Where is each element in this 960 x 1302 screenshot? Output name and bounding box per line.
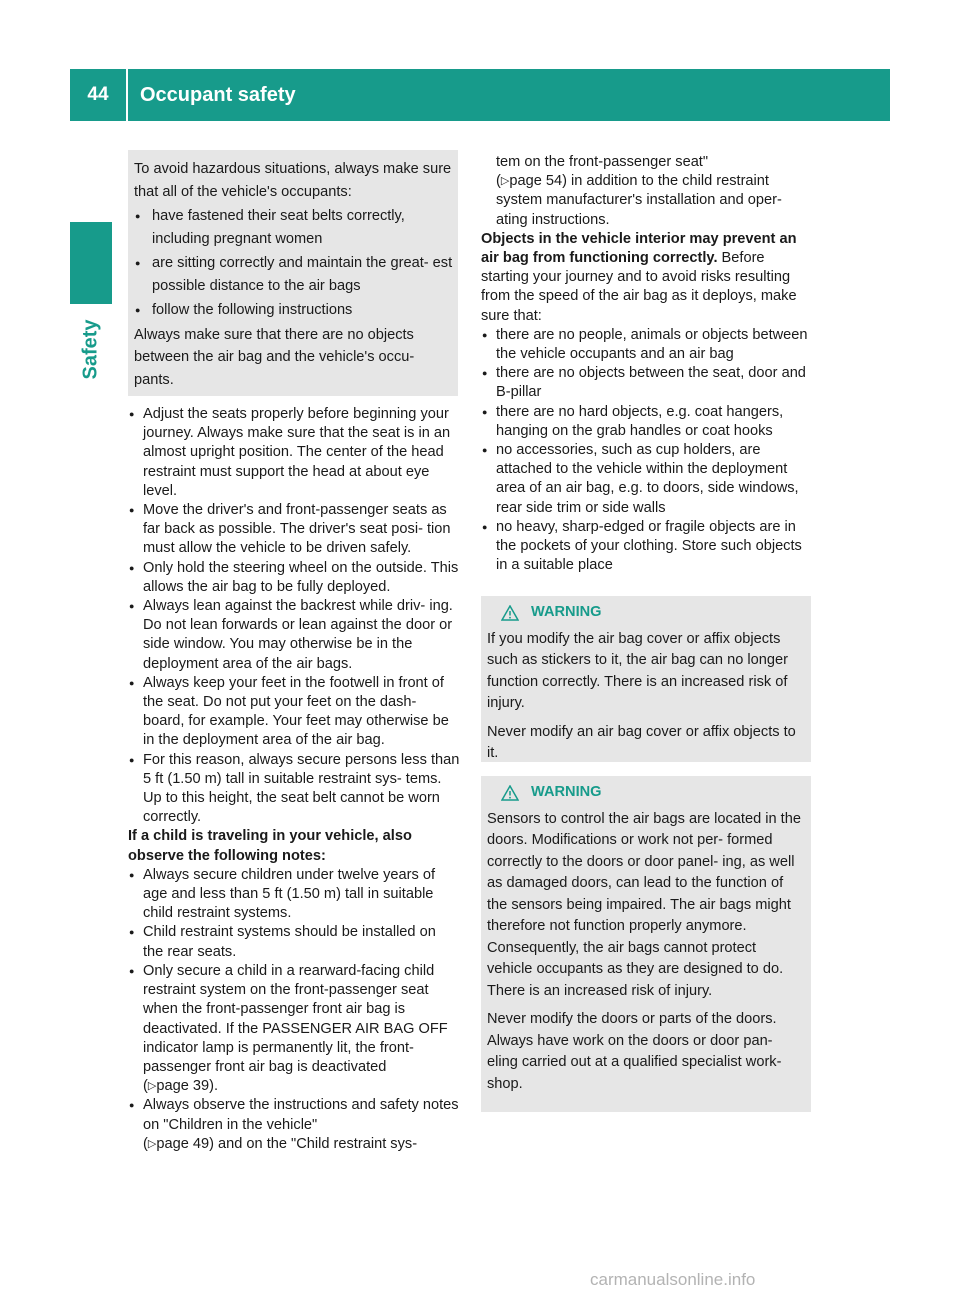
warning-body — [487, 809, 803, 1096]
page-ref-link[interactable]: page 54) in addition to the child restraint system manufacturer's installation and oper- ating instructions. — [496, 173, 782, 228]
occupant-notice-box — [128, 150, 458, 396]
side-tab-marker — [70, 222, 112, 304]
warning-box — [481, 776, 811, 1112]
objects-heading: Objects in the vehicle interior may prevent an air bag from functioning correctly. — [481, 230, 797, 267]
list-item: ● Only hold the steering wheel on the outside. This allows the air bag to be fully deployed. — [128, 559, 460, 597]
list-item: ● follow the following instructions — [134, 299, 458, 322]
list-item: ● no heavy, sharp-edged or fragile objects are in the pockets of your clothing. Store such objects in a suitable place — [481, 518, 813, 576]
triangle-right-icon: ▷ — [147, 1137, 157, 1150]
observe-text: Always observe the instructions and safety notes on "Children in the vehicle" — [143, 1097, 459, 1133]
warning-title: WARNING — [531, 604, 602, 620]
list-item: ● For this reason, always secure persons less than 5 ft (1.50 m) tall in suitable restraint sys- tems. Up to this height, the seat belt cannot be worn correctly. — [128, 751, 460, 828]
warning-text: Sensors to control the air bags are located in the doors. Modifications or work not per- formed correctly to the doors or door panel- ing, as well as damaged doors, can lead to the function of the sensors being impaired. The air bags might therefore not function properly anymore. Consequently, the air bags cannot protect vehicle occupants as they are designed to do. There is an increased risk of injury. — [487, 810, 801, 999]
child-list — [128, 866, 460, 1154]
list-item: ● Child restraint systems should be installed on the rear seats. — [128, 923, 460, 961]
list-item: ● there are no hard objects, e.g. coat hangers, hanging on the grab handles or coat hooks — [481, 403, 813, 441]
list-item: ● have fastened their seat belts correctly, including pregnant women — [134, 205, 458, 250]
continued-text: tem on the front-passenger seat" (▷page 54) in addition to the child restraint system manufacturer's installation and oper- ating instructions. — [496, 154, 782, 228]
warning-triangle-icon — [501, 605, 519, 621]
notice-list — [134, 205, 458, 322]
warning-body — [487, 629, 803, 765]
warning-text: Never modify the doors or parts of the doors. Always have work on the doors or door pan- eling carried out at a qualified specialist work- shop. — [487, 1011, 782, 1092]
list-item: ● Adjust the seats properly before beginning your journey. Always make sure that the seat is in an almost upright position. The center of the head restraint must support the head at about eye level. — [128, 405, 460, 501]
warning-text: Never modify an air bag cover or affix objects to it. — [487, 723, 796, 761]
list-item: ● there are no people, animals or objects between the vehicle occupants and an air bag — [481, 326, 813, 364]
rearward-text: Only secure a child in a rearward-facing child restraint system on the front-passenger seat when the front-passenger front air bag is deactivated. If the PASSENGER AIR BAG OFF indicator lamp is permanently lit, the front- passenger front air bag is deactivated — [143, 962, 448, 1075]
watermark: carmanualsonline.info — [590, 1270, 756, 1289]
triangle-right-icon: ▷ — [147, 1080, 157, 1093]
objects-list — [481, 326, 813, 576]
triangle-right-icon: ▷ — [500, 175, 510, 188]
list-item: ● there are no objects between the seat, door and B-pillar — [481, 364, 813, 402]
page-title: Occupant safety — [140, 83, 296, 106]
right-column — [481, 153, 813, 575]
list-item: ● Always keep your feet in the footwell in front of the seat. Do not put your feet on the dash- board, for example. Your feet may otherwise be in the deployment area of the air bag. — [128, 674, 460, 751]
left-column — [128, 405, 460, 1154]
list-item: ● Only secure a child in a rearward-facing child restraint system on the front-passenger seat when the front-passenger front air bag is deactivated. If the PASSENGER AIR BAG OFF indicator lamp is permanently lit, the front- passenger front air bag is deactivated (▷page 39). — [128, 962, 460, 1096]
warning-triangle-icon — [501, 785, 519, 801]
page-ref-link[interactable]: page 39). — [156, 1078, 219, 1095]
objects-paragraph — [481, 230, 813, 326]
list-item: ● Always lean against the backrest while driv- ing. Do not lean forwards or lean against the door or side window. You may otherwise be in the deployment area of the air bags. — [128, 597, 460, 674]
list-item: ● are sitting correctly and maintain the great- est possible distance to the air bags — [134, 252, 458, 297]
list-item: ● Always secure children under twelve years of age and less than 5 ft (1.50 m) tall in suitable child restraint systems. — [128, 866, 460, 924]
page-number: 44 — [87, 84, 109, 105]
side-tab-label: Safety — [79, 318, 102, 380]
warning-title: WARNING — [531, 784, 602, 800]
warning-header — [501, 602, 803, 624]
header-divider — [126, 69, 128, 121]
notice-intro: To avoid hazardous situations, always make sure that all of the vehicle's occupants: — [134, 161, 452, 200]
notice-outro: Always make sure that there are no objects between the air bag and the vehicle's occu- pants. — [134, 326, 415, 388]
child-heading: If a child is traveling in your vehicle, also observe the following notes: — [128, 828, 412, 864]
seating-list — [128, 405, 460, 827]
list-item: ● Move the driver's and front-passenger seats as far back as possible. The driver's seat posi- tion must allow the vehicle to be driven safely. — [128, 501, 460, 559]
page-ref-link[interactable]: page 49) and on the "Child restraint sys- — [156, 1135, 418, 1152]
warning-text: If you modify the air bag cover or affix objects such as stickers to it, the air bag can no longer function correctly. There is an increased risk of injury. — [487, 630, 788, 711]
warning-header — [501, 782, 803, 804]
warning-box — [481, 596, 811, 762]
list-item: ● Always observe the instructions and safety notes on "Children in the vehicle" (▷page 49) and on the "Child restraint sys- — [128, 1096, 460, 1154]
objects-text: Before starting your journey and to avoid risks resulting from the speed of the air bag as it deploys, make sure that: — [481, 250, 797, 324]
list-item: ● no accessories, such as cup holders, are attached to the vehicle within the deployment area of an air bag, e.g. to doors, side windows, rear side trim or side walls — [481, 441, 813, 518]
